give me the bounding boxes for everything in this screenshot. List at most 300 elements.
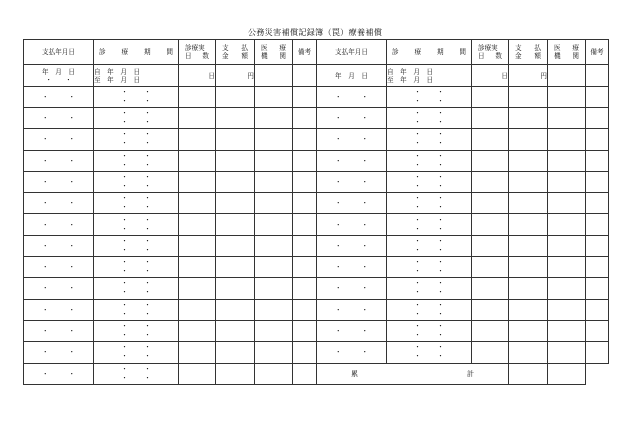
cell-days (179, 150, 216, 171)
cell-payment-date (317, 171, 387, 192)
unit-row (24, 65, 609, 86)
date-dot: ・ (41, 327, 49, 336)
period-dot: ・ (121, 331, 128, 340)
cell-remarks (293, 257, 317, 278)
header-medical-institution-char: 医 (261, 44, 268, 53)
period-dot: ・ (144, 373, 151, 382)
cell-institution (548, 150, 586, 171)
header-treatment-days-char: 診療実 (185, 44, 205, 53)
cell-remarks (293, 193, 317, 214)
period-dots (121, 322, 151, 331)
cell-treatment-period (387, 214, 472, 235)
period-dots (121, 288, 151, 297)
cell-days (472, 299, 509, 320)
date-dot: ・ (361, 92, 369, 101)
date-dot: ・ (41, 177, 49, 186)
period-dot: ・ (414, 224, 421, 233)
header-period-char: 間 (459, 48, 466, 57)
cell-amount (216, 150, 255, 171)
header-medical-institution-char: 機 (554, 52, 561, 61)
period-dots (121, 203, 151, 212)
unit-days: 日 (472, 65, 509, 86)
header-payment-amount-char: 金 (515, 52, 522, 61)
date-dot: ・ (41, 241, 49, 250)
period-dot: ・ (437, 194, 444, 203)
cell-payment-date (24, 129, 94, 150)
date-dot: ・ (334, 114, 342, 123)
cell-days (179, 193, 216, 214)
cell-institution (255, 107, 293, 128)
period-dot: ・ (121, 373, 128, 382)
period-dot: ・ (144, 118, 151, 127)
period-dots (414, 301, 444, 310)
cell-treatment-period (94, 214, 179, 235)
cell-payment-date (317, 150, 387, 171)
date-dot: ・ (361, 177, 369, 186)
period-dot: ・ (121, 322, 128, 331)
header-medical-institution (548, 40, 586, 65)
cell-days (179, 235, 216, 256)
period-dots (121, 161, 151, 170)
header-period-char: 療 (121, 48, 129, 57)
period-dots (121, 225, 151, 234)
header-medical-institution-char: 療 (572, 44, 579, 53)
cell-treatment-period (94, 171, 179, 192)
cell-institution (548, 320, 586, 341)
period-dots (414, 343, 444, 352)
period-dots (121, 279, 151, 288)
period-dot: ・ (121, 364, 128, 373)
period-dots (121, 343, 151, 352)
cell-institution (548, 193, 586, 214)
date-dot: ・ (41, 369, 49, 378)
cell-amount (216, 278, 255, 299)
cell-remarks (293, 86, 317, 107)
date-dot: ・ (68, 263, 76, 272)
period-dot: ・ (437, 224, 444, 233)
cell-days (472, 171, 509, 192)
table-row (24, 320, 609, 341)
period-dot: ・ (144, 172, 151, 181)
cell-days (179, 342, 216, 363)
period-dot: ・ (121, 224, 128, 233)
unit-from: 自 年 月 日 (387, 67, 434, 76)
date-dot: ・ (41, 114, 49, 123)
cell-institution (255, 278, 293, 299)
header-treatment-period (387, 40, 472, 65)
period-dot: ・ (144, 322, 151, 331)
unit-date-text: 年 月 日 (335, 71, 368, 80)
period-dot: ・ (121, 343, 128, 352)
date-dot: ・ (68, 369, 76, 378)
date-dot: ・ (68, 177, 76, 186)
period-dots (414, 109, 444, 118)
cell-days (472, 86, 509, 107)
period-dot: ・ (414, 160, 421, 169)
cell-institution (548, 129, 586, 150)
period-dot: ・ (144, 181, 151, 190)
date-dot: ・ (68, 305, 76, 314)
period-dot: ・ (144, 109, 151, 118)
period-dots (121, 88, 151, 97)
unit-date-dots: ・ ・ (45, 75, 72, 84)
period-dots (414, 97, 444, 106)
header-treatment-days-char: 診療実 (478, 44, 498, 53)
period-dots (414, 322, 444, 331)
period-dot: ・ (414, 203, 421, 212)
period-dots (414, 225, 444, 234)
unit-to: 至 年 月 日 (94, 75, 141, 84)
period-dot: ・ (437, 181, 444, 190)
cell-institution (255, 299, 293, 320)
period-dot: ・ (414, 215, 421, 224)
period-dots (121, 237, 151, 246)
cell-payment-date (317, 129, 387, 150)
period-dots (121, 152, 151, 161)
period-dot: ・ (437, 309, 444, 318)
period-dot: ・ (414, 267, 421, 276)
period-dot: ・ (144, 130, 151, 139)
cell-remarks (586, 342, 609, 363)
cell-days (179, 257, 216, 278)
cell-institution (255, 320, 293, 341)
period-dots (414, 267, 444, 276)
cell-payment-date (317, 278, 387, 299)
date-dot: ・ (41, 305, 49, 314)
header-period-char: 診 (99, 48, 106, 57)
cell-institution (509, 363, 548, 384)
header-payment-amount-char: 額 (241, 52, 248, 61)
cell-remarks (293, 150, 317, 171)
cell-days (472, 257, 509, 278)
cell-treatment-period (387, 150, 472, 171)
period-dot: ・ (144, 343, 151, 352)
period-dots (121, 216, 151, 225)
table-row (24, 363, 609, 384)
period-dots (414, 118, 444, 127)
cell-institution (255, 257, 293, 278)
header-treatment-days-char: 日 (185, 52, 192, 61)
date-dot: ・ (334, 241, 342, 250)
cell-remarks (586, 235, 609, 256)
cell-treatment-period (94, 320, 179, 341)
header-medical-institution-char: 医 (554, 44, 561, 53)
table-row (24, 107, 609, 128)
unit-amount: 円 (216, 65, 255, 86)
cell-amount (509, 235, 548, 256)
cell-days (472, 320, 509, 341)
date-dot: ・ (68, 241, 76, 250)
header-payment-date: 支払年月日 (317, 40, 387, 65)
cell-amount (216, 86, 255, 107)
period-dot: ・ (121, 181, 128, 190)
cell-payment-date (317, 107, 387, 128)
period-dots (121, 139, 151, 148)
cell-payment-date (317, 86, 387, 107)
period-dot: ・ (121, 151, 128, 160)
cell-remarks (293, 214, 317, 235)
date-dot: ・ (334, 156, 342, 165)
period-dot: ・ (437, 245, 444, 254)
period-dots (121, 365, 151, 374)
header-medical-institution-char: 関 (279, 52, 286, 61)
cell-remarks (586, 257, 609, 278)
period-dot: ・ (121, 96, 128, 105)
cell-payment-date (24, 235, 94, 256)
cell-institution (548, 214, 586, 235)
period-dot: ・ (437, 288, 444, 297)
cell-payment-date (317, 214, 387, 235)
period-dot: ・ (121, 203, 128, 212)
date-dot: ・ (334, 199, 342, 208)
cell-days (472, 278, 509, 299)
cell-amount (509, 214, 548, 235)
cell-payment-date (24, 320, 94, 341)
period-dot: ・ (437, 236, 444, 245)
period-dots (121, 130, 151, 139)
header-payment-amount-char: 払 (534, 44, 541, 53)
period-dot: ・ (414, 181, 421, 190)
period-dot: ・ (144, 288, 151, 297)
cell-institution (548, 299, 586, 320)
unit-days: 日 (179, 65, 216, 86)
period-dot: ・ (414, 236, 421, 245)
period-dots (121, 310, 151, 319)
period-dots (121, 331, 151, 340)
cell-days (179, 299, 216, 320)
period-dot: ・ (121, 300, 128, 309)
cell-days (179, 214, 216, 235)
period-dot: ・ (121, 279, 128, 288)
cell-institution (255, 171, 293, 192)
period-dots (414, 182, 444, 191)
cell-treatment-period (387, 193, 472, 214)
date-dot: ・ (334, 305, 342, 314)
period-dots (121, 301, 151, 310)
cell-amount (509, 107, 548, 128)
date-dot: ・ (68, 199, 76, 208)
header-payment-amount-char: 支 (222, 44, 229, 53)
date-dot: ・ (41, 284, 49, 293)
period-dots (414, 161, 444, 170)
period-dots (414, 237, 444, 246)
cell-amount (509, 278, 548, 299)
cell-amount (509, 320, 548, 341)
period-dot: ・ (437, 352, 444, 361)
period-dots (121, 374, 151, 383)
unit-institution (548, 65, 586, 86)
period-dot: ・ (121, 109, 128, 118)
period-dots (414, 331, 444, 340)
table-row (24, 86, 609, 107)
date-dot: ・ (361, 348, 369, 357)
cell-amount (216, 193, 255, 214)
cell-payment-date (24, 214, 94, 235)
header-medical-institution (255, 40, 293, 65)
date-dot: ・ (361, 263, 369, 272)
date-dot: ・ (361, 241, 369, 250)
cell-treatment-period (94, 257, 179, 278)
cell-remarks (293, 129, 317, 150)
cell-remarks (586, 150, 609, 171)
date-dot: ・ (361, 327, 369, 336)
cell-institution (548, 235, 586, 256)
header-treatment-days-char: 数 (495, 52, 502, 61)
date-dot: ・ (361, 114, 369, 123)
cell-amount (509, 193, 548, 214)
cell-payment-date (317, 342, 387, 363)
cell-payment-date (24, 278, 94, 299)
cell-days (179, 278, 216, 299)
period-dot: ・ (437, 160, 444, 169)
period-dot: ・ (144, 160, 151, 169)
period-dot: ・ (121, 267, 128, 276)
date-dot: ・ (334, 92, 342, 101)
period-dot: ・ (414, 96, 421, 105)
period-dot: ・ (437, 258, 444, 267)
cell-treatment-period (387, 86, 472, 107)
table-row (24, 342, 609, 363)
date-dot: ・ (41, 135, 49, 144)
cell-remarks (586, 278, 609, 299)
cell-payment-date (24, 342, 94, 363)
period-dot: ・ (414, 151, 421, 160)
period-dot: ・ (121, 87, 128, 96)
date-dot: ・ (41, 199, 49, 208)
cell-institution (255, 235, 293, 256)
header-treatment-days-char: 日 (478, 52, 485, 61)
cell-days (472, 342, 509, 363)
period-dot: ・ (144, 236, 151, 245)
header-medical-institution-char: 機 (261, 52, 268, 61)
cell-amount (509, 342, 548, 363)
cell-remarks (586, 86, 609, 107)
cell-treatment-period (94, 342, 179, 363)
unit-institution (255, 65, 293, 86)
cell-treatment-period (387, 320, 472, 341)
cell-payment-date (24, 107, 94, 128)
document-title: 公務災害補償記録簿（罠）療養補償 (247, 27, 383, 37)
date-dot: ・ (68, 156, 76, 165)
header-treatment-period (94, 40, 179, 65)
cell-amount (509, 257, 548, 278)
period-dots (414, 246, 444, 255)
period-dots (121, 267, 151, 276)
period-dots (121, 97, 151, 106)
header-treatment-days (179, 40, 216, 65)
date-dot: ・ (41, 220, 49, 229)
period-dots (121, 352, 151, 361)
cell-treatment-period (387, 257, 472, 278)
cell-payment-date (24, 193, 94, 214)
period-dots (121, 118, 151, 127)
period-dot: ・ (144, 364, 151, 373)
period-dot: ・ (437, 279, 444, 288)
table-row (24, 150, 609, 171)
cell-treatment-period (94, 86, 179, 107)
cell-treatment-period (387, 278, 472, 299)
cell-treatment-period (387, 129, 472, 150)
period-dot: ・ (437, 331, 444, 340)
header-medical-institution-char: 関 (572, 52, 579, 61)
cell-remarks (293, 235, 317, 256)
cumulative-total-label (317, 363, 509, 384)
period-dot: ・ (414, 139, 421, 148)
header-payment-amount-char: 額 (534, 52, 541, 61)
cell-treatment-period (94, 193, 179, 214)
cell-amount (509, 299, 548, 320)
period-dot: ・ (121, 258, 128, 267)
unit-to: 至 年 月 日 (387, 75, 434, 84)
period-dot: ・ (144, 352, 151, 361)
cell-days (472, 107, 509, 128)
period-dot: ・ (414, 309, 421, 318)
cell-amount (216, 129, 255, 150)
cell-institution (255, 150, 293, 171)
cell-amount (216, 214, 255, 235)
period-dot: ・ (144, 267, 151, 276)
date-dot: ・ (68, 284, 76, 293)
period-dots (414, 310, 444, 319)
period-dots (414, 258, 444, 267)
date-dot: ・ (68, 114, 76, 123)
period-dot: ・ (144, 331, 151, 340)
period-dot: ・ (121, 172, 128, 181)
cell-treatment-period (94, 278, 179, 299)
header-payment-amount-char: 金 (222, 52, 229, 61)
cell-institution (255, 129, 293, 150)
period-dot: ・ (144, 300, 151, 309)
header-payment-date: 支払年月日 (24, 40, 94, 65)
period-dot: ・ (144, 245, 151, 254)
period-dot: ・ (437, 130, 444, 139)
date-dot: ・ (361, 156, 369, 165)
cell-treatment-period (94, 235, 179, 256)
compensation-ledger-table (23, 39, 609, 385)
date-dot: ・ (334, 135, 342, 144)
header-period-char: 療 (414, 48, 422, 57)
cell-amount (216, 257, 255, 278)
unit-period (94, 65, 179, 86)
period-dot: ・ (121, 309, 128, 318)
date-dot: ・ (361, 305, 369, 314)
table-row (24, 278, 609, 299)
cell-institution (548, 86, 586, 107)
header-payment-amount-char: 支 (515, 44, 522, 53)
unit-remarks (586, 65, 609, 86)
table-row (24, 129, 609, 150)
cell-payment-date (24, 299, 94, 320)
period-dot: ・ (437, 300, 444, 309)
period-dots (414, 203, 444, 212)
cell-institution (548, 342, 586, 363)
cell-days (472, 129, 509, 150)
unit-period (387, 65, 472, 86)
header-medical-institution-char: 療 (279, 44, 286, 53)
table-row (24, 214, 609, 235)
period-dot: ・ (121, 352, 128, 361)
period-dot: ・ (414, 322, 421, 331)
unit-amount: 円 (509, 65, 548, 86)
date-dot: ・ (334, 284, 342, 293)
unit-remarks (293, 65, 317, 86)
cell-remarks (293, 342, 317, 363)
header-remarks: 備考 (293, 40, 317, 65)
cell-payment-date (317, 193, 387, 214)
cell-amount (216, 171, 255, 192)
cell-institution (255, 363, 293, 384)
period-dot: ・ (144, 215, 151, 224)
